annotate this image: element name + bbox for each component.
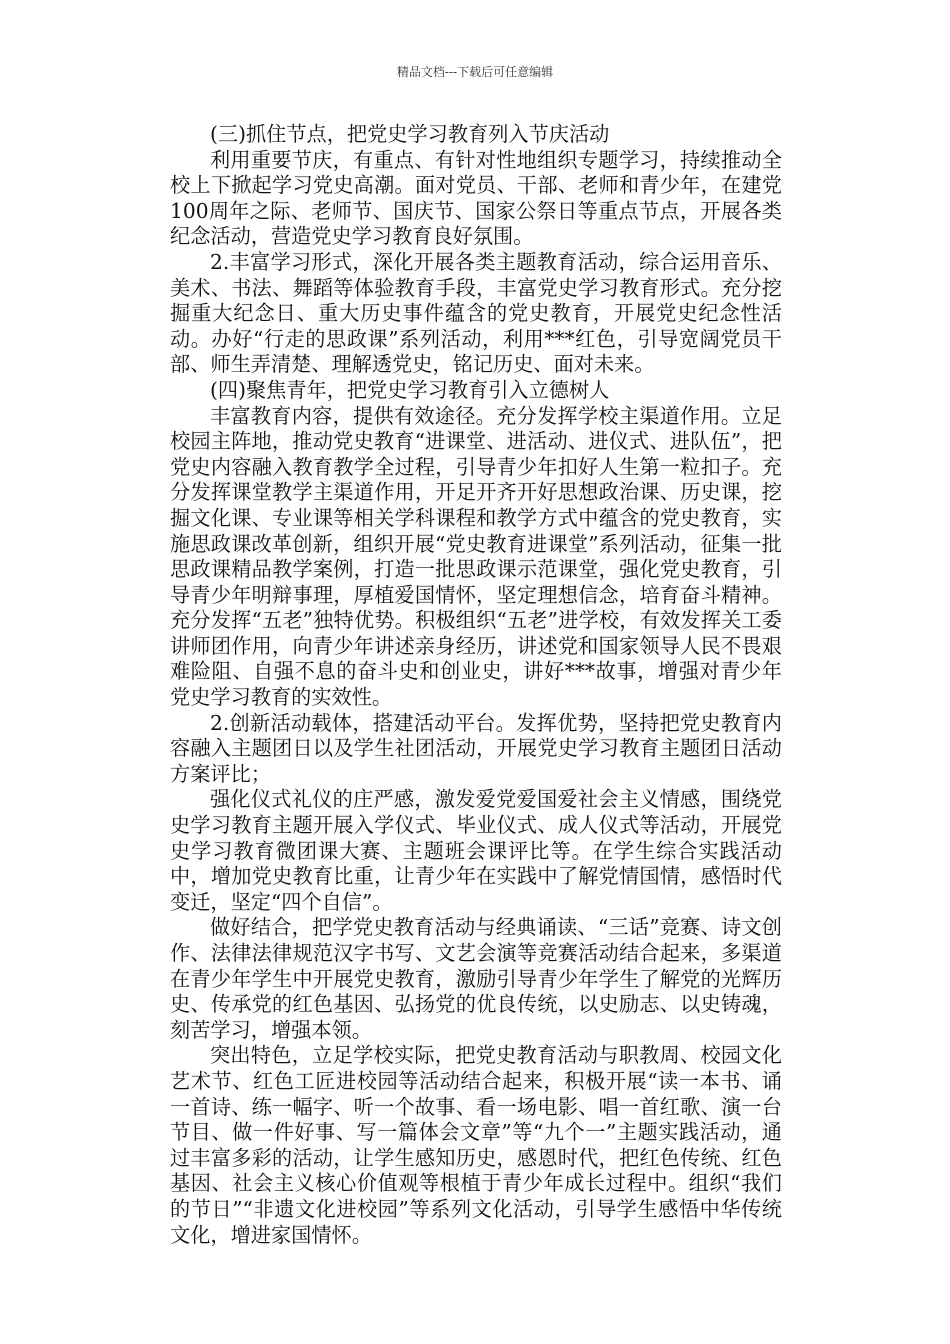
body-paragraph: 丰富教育内容，提供有效途径。充分发挥学校主渠道作用。立足校园主阵地，推动党史教育“进课堂、进活动、进仪式、进队伍”，把党史内容融入教育教学全过程，引导青少年扣好人生第一粒扣子。充分发挥课堂教学主渠道作用，开足开齐开好思想政治课、历史课，挖掘文化课、专业课等相关学科课程和教学方式中蕴含的党史教育，实施思政课改革创新，组织开展“党史教育进课堂”系列活动，征集一批思政课精品教学案例，打造一批思政课示范课堂，强化党史教育，引导青少年明辩事理，厚植爱国情怀，坚定理想信念，培育奋斗精神。充分发挥“五老”独特优势。积极组织“五老”进学校，有效发挥关工委讲师团作用，向青少年讲述亲身经历，讲述党和国家领导人民不畏艰难险阻、自强不息的奋斗史和创业史，讲好***故事，增强对青少年党史学习教育的实效性。	[170, 403, 782, 710]
body-paragraph: 利用重要节庆，有重点、有针对性地组织专题学习，持续推动全校上下掀起学习党史高潮。面对党员、干部、老师和青少年，在建党100周年之际、老师节、国庆节、国家公祭日等重点节点，开展各类纪念活动，营造党史学习教育良好氛围。	[170, 147, 782, 249]
body-paragraph: 2.创新活动载体，搭建活动平台。发挥优势，坚持把党史教育内容融入主题团日以及学生社团活动，开展党史学习教育主题团日活动方案评比；	[170, 710, 782, 786]
body-paragraph: 2.丰富学习形式，深化开展各类主题教育活动，综合运用音乐、美术、书法、舞蹈等体验教育手段，丰富党史学习教育形式。充分挖掘重大纪念日、重大历史事件蕴含的党史教育，开展党史纪念性活动。办好“行走的思政课”系列活动，利用***红色，引导宽阔党员干部、师生弄清楚、理解透党史，铭记历史、面对未来。	[170, 249, 782, 377]
section-heading-3: (三)抓住节点，把党史学习教育列入节庆活动	[210, 122, 610, 146]
body-paragraph: 突出特色，立足学校实际，把党史教育活动与职教周、校园文化艺术节、红色工匠进校园等活动结合起来，积极开展“读一本书、诵一首诗、练一幅字、听一个故事、看一场电影、唱一首红歌、演一台节目、做一件好事、写一篇体会文章”等“九个一”主题实践活动，通过丰富多彩的活动，让学生感知历史，感恩时代，把红色传统、红色基因、社会主义核心价值观等根植于青少年成长过程中。组织“我们的节日”“非遗文化进校园”等系列文化活动，引导学生感悟中华传统文化，增进家国情怀。	[170, 1043, 782, 1247]
body-paragraph: 强化仪式礼仪的庄严感，激发爱党爱国爱社会主义情感，围绕党史学习教育主题开展入学仪式、毕业仪式、成人仪式等活动，开展党史学习教育微团课大赛、主题班会课评比等。在学生综合实践活动中，增加党史教育比重，让青少年在实践中了解党情国情，感悟时代变迁，坚定“四个自信”。	[170, 787, 782, 914]
page-header: 精品文档---下载后可任意编辑	[396, 65, 554, 79]
section-heading-4: (四)聚焦青年，把党史学习教育引入立德树人	[210, 377, 610, 402]
body-paragraph: 做好结合，把学党史教育活动与经典诵读、“三话”竞赛、诗文创作、法律法律规范汉字书写、文艺会演等竞赛活动结合起来，多渠道在青少年学生中开展党史教育，激励引导青少年学生了解党的光辉历史、传承党的红色基因、弘扬党的优良传统，以史励志、以史铸魂，刻苦学习，增强本领。	[170, 915, 782, 1042]
document-body	[170, 122, 782, 1248]
